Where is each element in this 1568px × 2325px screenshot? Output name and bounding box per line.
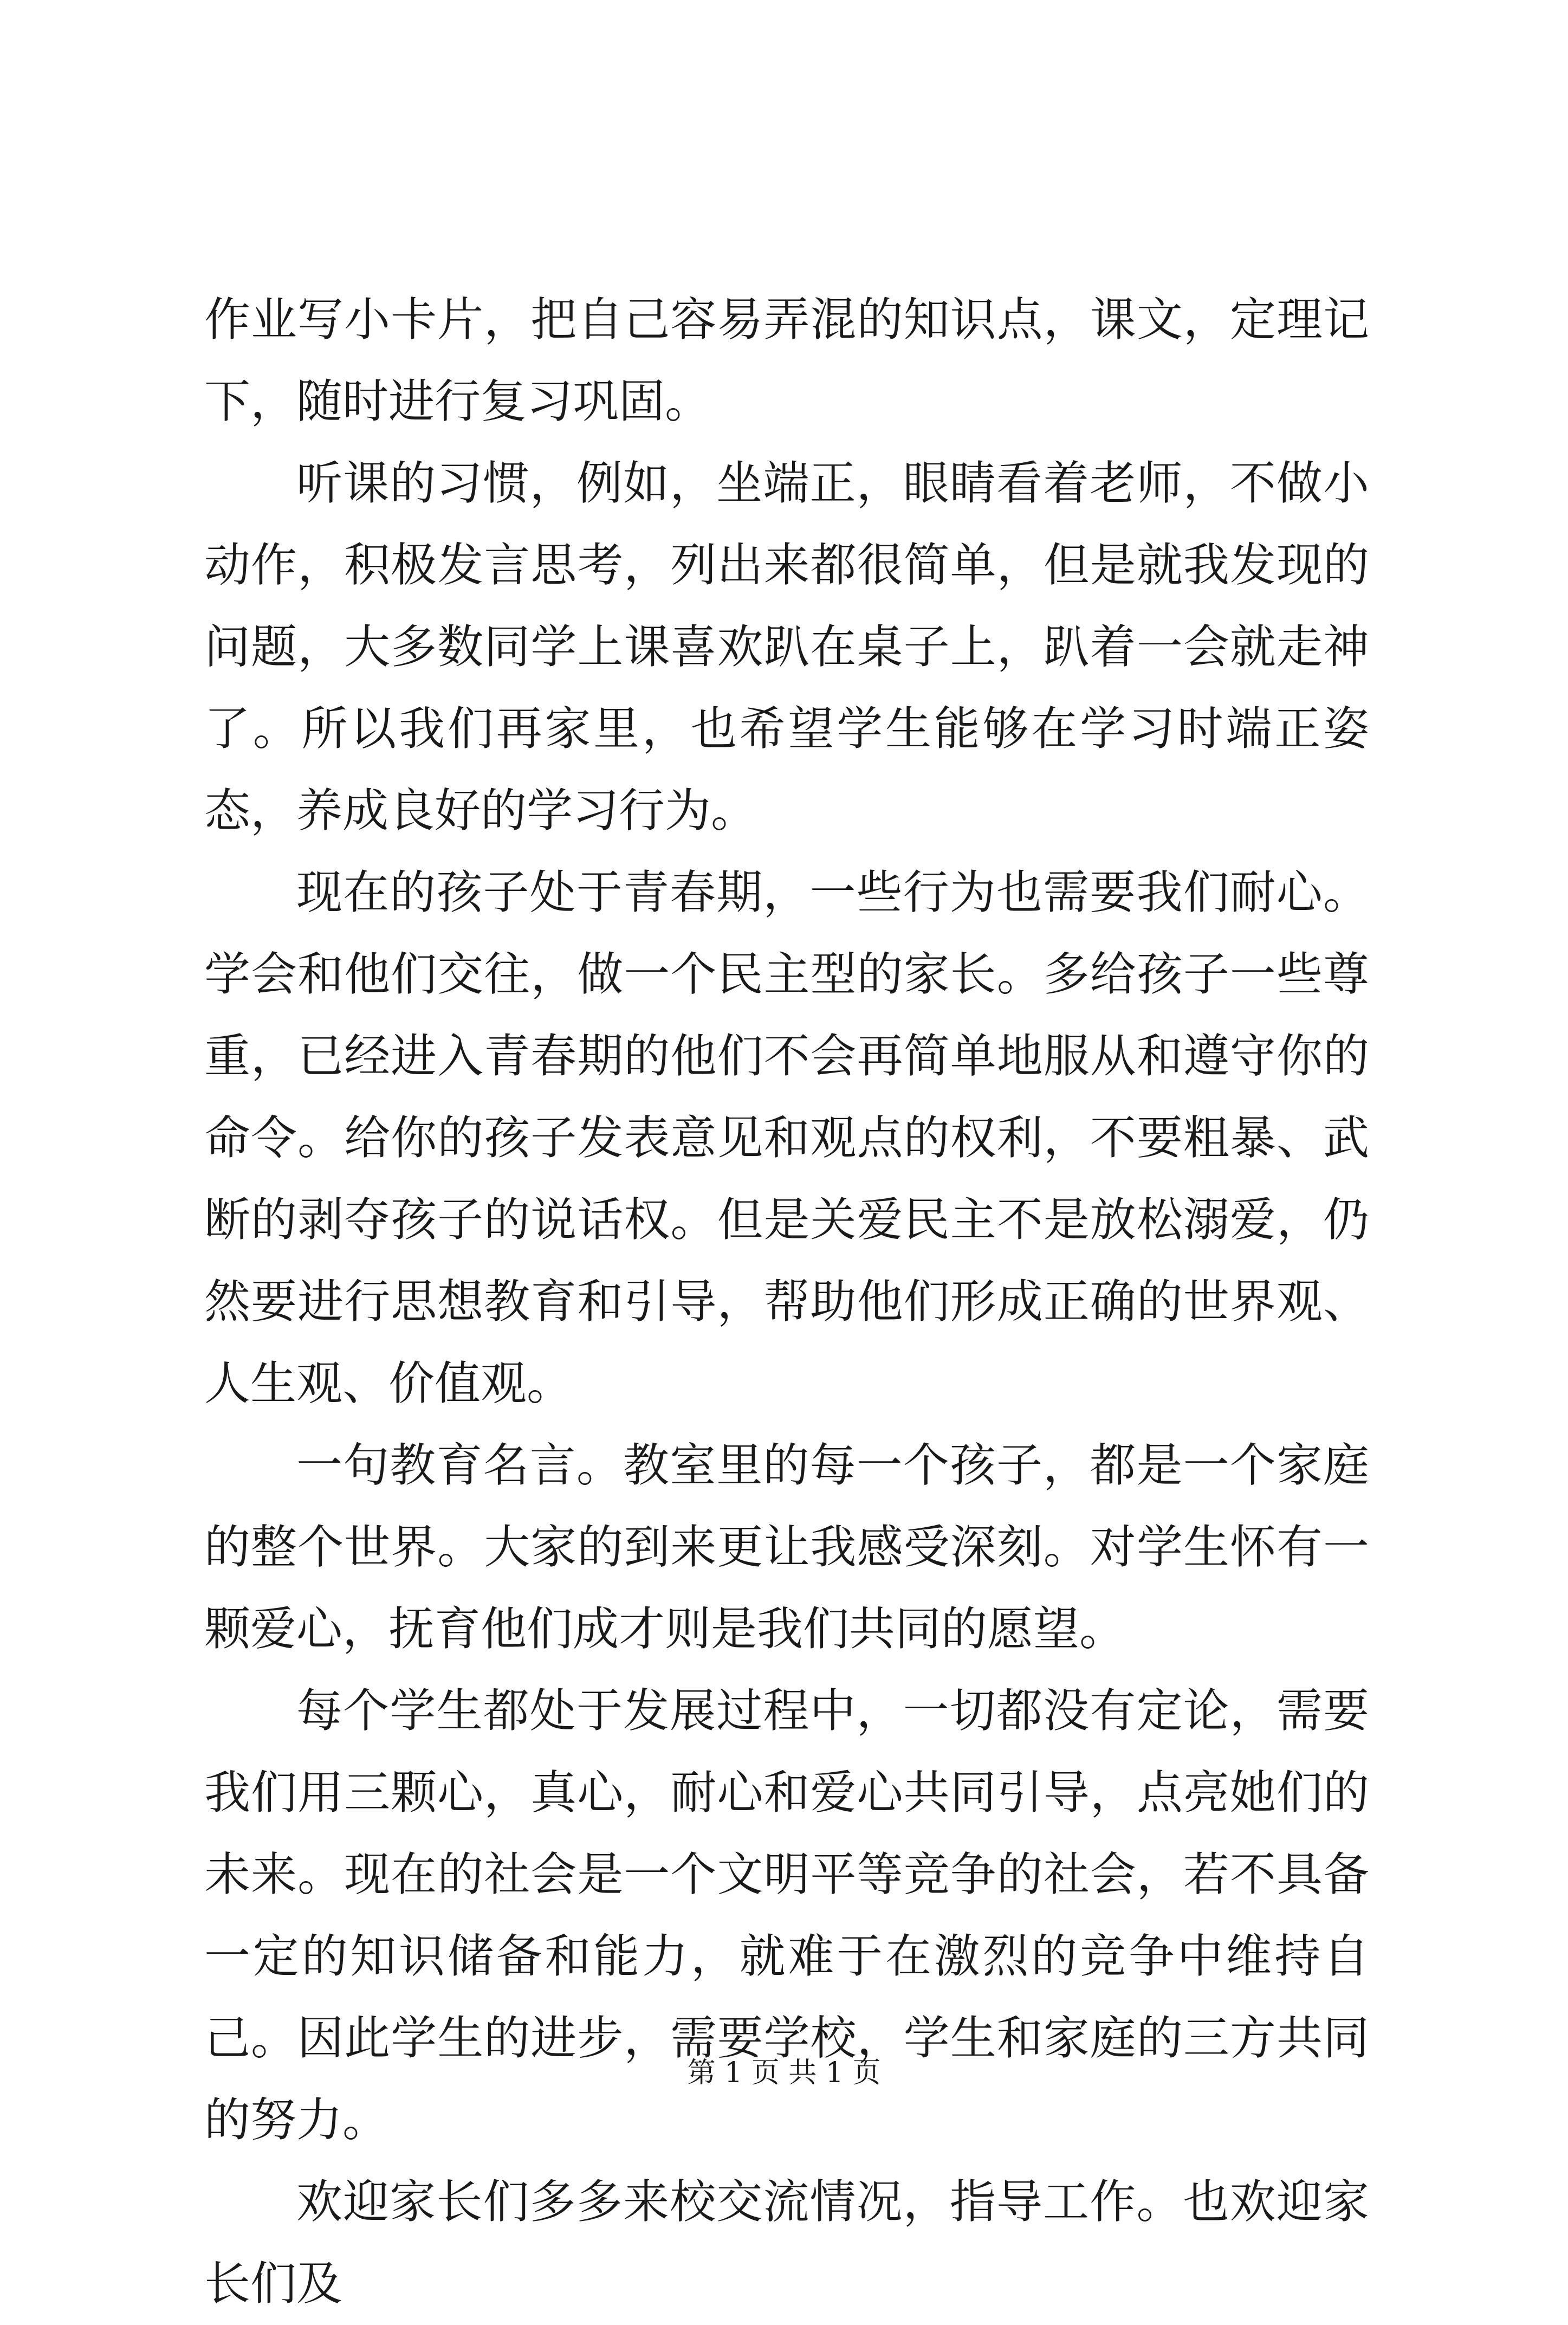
paragraph: 每个学生都处于发展过程中，一切都没有定论，需要我们用三颗心，真心，耐心和爱心共同引导，点亮她们的未来。现在的社会是一个文明平等竞争的社会，若不具备一定的知识储备和能力，就难于在激烈的竞争中维持自己。因此学生的进步，需要学校，学生和家庭的三方共同的努力。: [204, 1684, 1369, 2147]
paragraph: 现在的孩子处于青春期，一些行为也需要我们耐心。学会和他们交往，做一个民主型的家长。多给孩子一些尊重，已经进入青春期的他们不会再简单地服从和遵守你的命令。给你的孩子发表意见和观点的权利，不要粗暴、武断的剥夺孩子的说话权。但是关爱民主不是放松溺爱，仍然要进行思想教育和引导，帮助他们形成正确的世界观、人生观、价值观。: [204, 866, 1369, 1411]
page-footer: 第 1 页 共 1 页: [687, 2057, 881, 2089]
paragraph: 一句教育名言。教室里的每一个孩子，都是一个家庭的整个世界。大家的到来更让我感受深刻。对学生怀有一颗爱心，抚育他们成才则是我们共同的愿望。: [204, 1439, 1369, 1656]
paragraph: 欢迎家长们多多来校交流情况，指导工作。也欢迎家长们及: [204, 2175, 1369, 2311]
paragraph: 作业写小卡片，把自己容易弄混的知识点，课文，定理记下，随时进行复习巩固。: [204, 293, 1369, 429]
document-body: [204, 279, 1369, 2325]
paragraph: 听课的习惯，例如，坐端正，眼睛看着老师，不做小动作，积极发言思考，列出来都很简单，但是就我发现的问题，大多数同学上课喜欢趴在桌子上，趴着一会就走神了。所以我们再家里，也希望学生能够在学习时端正姿态，养成良好的学习行为。: [204, 457, 1369, 838]
